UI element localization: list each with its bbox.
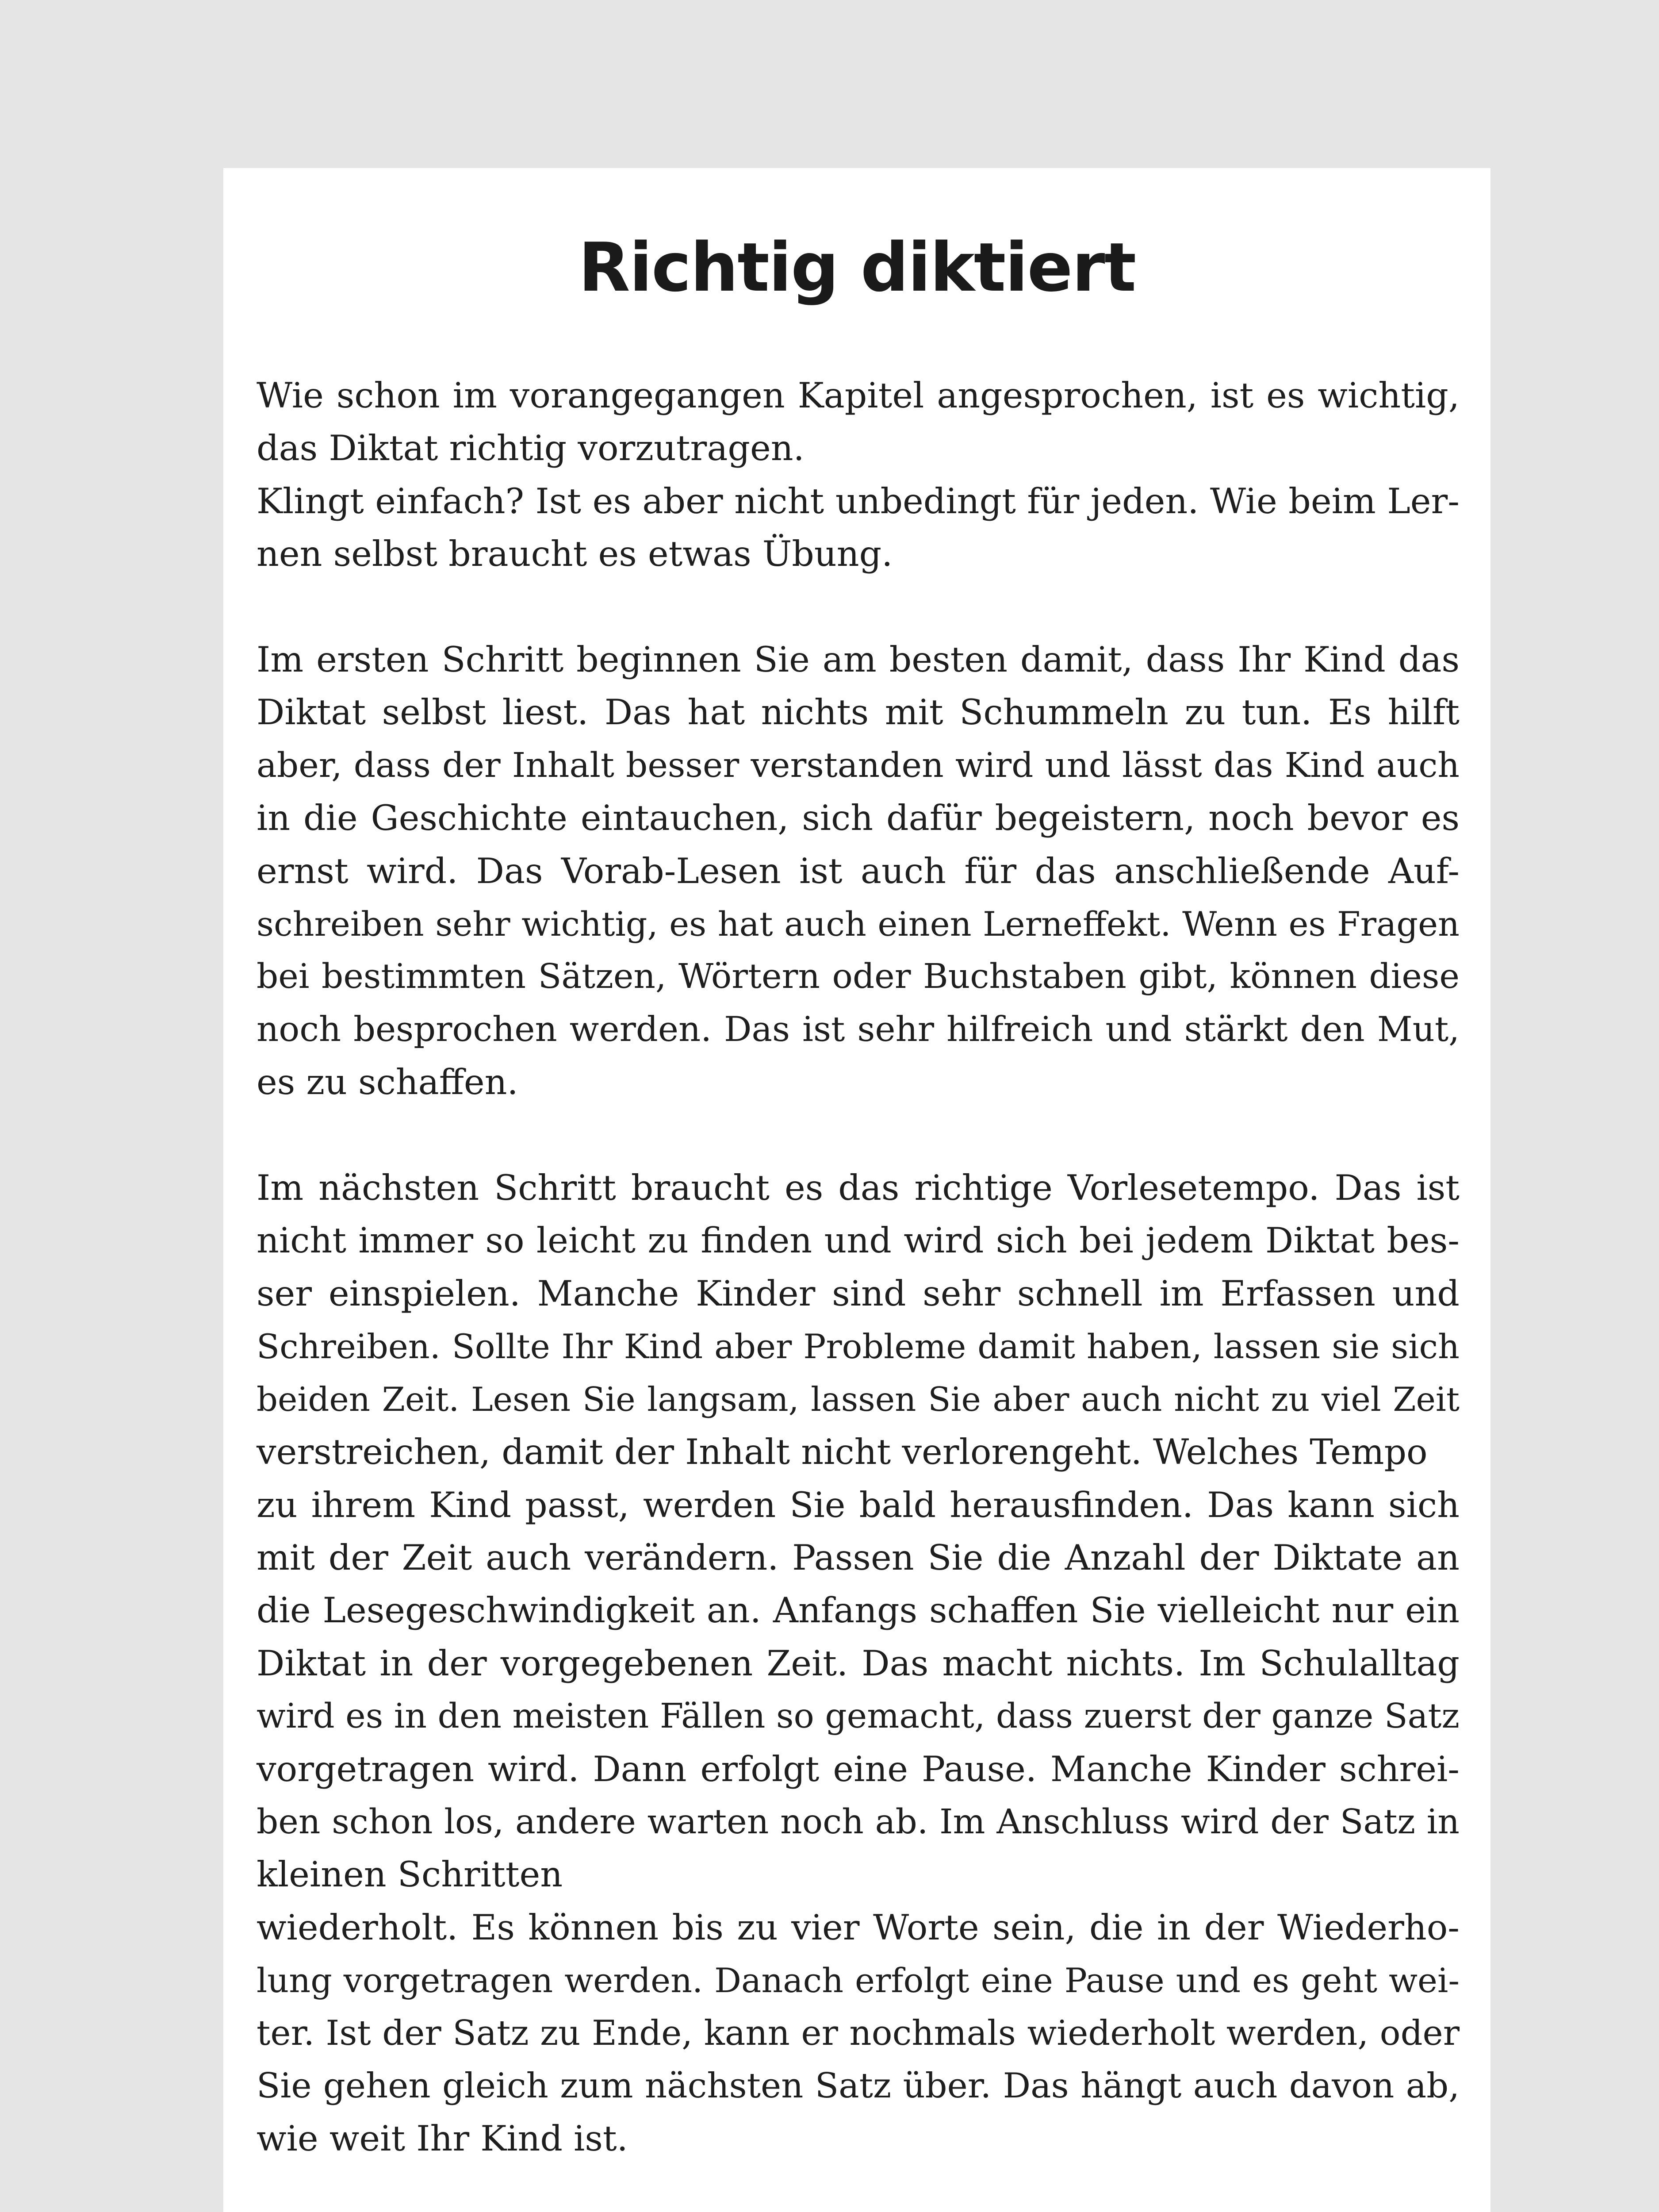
text-line: ben schon los, andere warten noch ab. Im Anschluss wird der Satz in [257, 1802, 1460, 1842]
text-line: Schreiben. Sollte Ihr Kind aber Probleme damit haben, lassen sie sich [257, 1327, 1460, 1367]
text-line: Klingt einfach? Ist es aber nicht unbedingt für jeden. Wie beim Ler- [257, 480, 1460, 522]
paragraph [257, 1162, 1460, 2166]
text-line: die Lesegeschwindigkeit an. Anfangs schaffen Sie vielleicht nur ein [257, 1590, 1460, 1631]
text-line: noch besprochen werden. Das ist sehr hilfreich und stärkt den Mut, [257, 1009, 1460, 1049]
text-line: schreiben sehr wichtig, es hat auch einen Lerneffekt. Wenn es Fragen [257, 904, 1460, 944]
page-title: Richtig diktiert [578, 228, 1136, 307]
text-line: Im ersten Schritt beginnen Sie am besten damit, dass Ihr Kind das [257, 639, 1460, 680]
text-line: es zu schaffen. [257, 1062, 518, 1103]
text-line: wie weit Ihr Kind ist. [257, 2118, 628, 2159]
text-line: Diktat selbst liest. Das hat nichts mit Schummeln zu tun. Es hilft [257, 692, 1460, 733]
text-line: kleinen Schritten [257, 1854, 563, 1895]
text-line: verstreichen, damit der Inhalt nicht verlorengeht. Welches Tempo [257, 1432, 1428, 1473]
text-line: ser einspielen. Manche Kinder sind sehr schnell im Erfassen und [257, 1273, 1460, 1314]
body-text [257, 369, 1460, 2166]
text-line: vorgetragen wird. Dann erfolgt eine Pause. Manche Kinder schrei- [257, 1748, 1460, 1790]
text-line: Wie schon im vorangegangen Kapitel angesprochen, ist es wichtig, [257, 375, 1460, 416]
text-line: zu ihrem Kind passt, werden Sie bald herausfinden. Das kann sich [257, 1484, 1460, 1525]
text-line: ernst wird. Das Vorab-Lesen ist auch für das anschließende Auf- [257, 850, 1460, 891]
text-line: aber, dass der Inhalt besser verstanden wird und lässt das Kind auch [257, 745, 1460, 785]
text-line: Sie gehen gleich zum nächsten Satz über. Das hängt auch davon ab, [257, 2066, 1460, 2106]
text-line: bei bestimmten Sätzen, Wörtern oder Buchstaben gibt, können diese [257, 957, 1460, 997]
text-line: nicht immer so leicht zu finden und wird sich bei jedem Diktat bes- [257, 1220, 1460, 1261]
text-line: wird es in den meisten Fällen so gemacht, dass zuerst der ganze Satz [257, 1697, 1460, 1736]
text-line: Diktat in der vorgegebenen Zeit. Das macht nichts. Im Schulalltag [257, 1643, 1460, 1684]
paragraph [257, 369, 1460, 581]
page-sheet [223, 168, 1490, 2212]
text-line: wiederholt. Es können bis zu vier Worte sein, die in der Wiederho- [257, 1907, 1460, 1948]
text-line: Im nächsten Schritt braucht es das richtige Vorlesetempo. Das ist [257, 1167, 1460, 1209]
text-line: beiden Zeit. Lesen Sie langsam, lassen Sie aber auch nicht zu viel Zeit [257, 1379, 1460, 1419]
text-line: das Diktat richtig vorzutragen. [257, 428, 805, 469]
text-line: mit der Zeit auch verändern. Passen Sie die Anzahl der Diktate an [257, 1537, 1460, 1578]
text-line: lung vorgetragen werden. Danach erfolgt eine Pause und es geht wei- [257, 1961, 1460, 2001]
text-line: in die Geschichte eintauchen, sich dafür begeistern, noch bevor es [257, 798, 1460, 839]
paragraph [257, 634, 1460, 1109]
text-line: ter. Ist der Satz zu Ende, kann er nochmals wiederholt werden, oder [257, 2013, 1460, 2053]
text-line: nen selbst braucht es etwas Übung. [257, 534, 893, 575]
